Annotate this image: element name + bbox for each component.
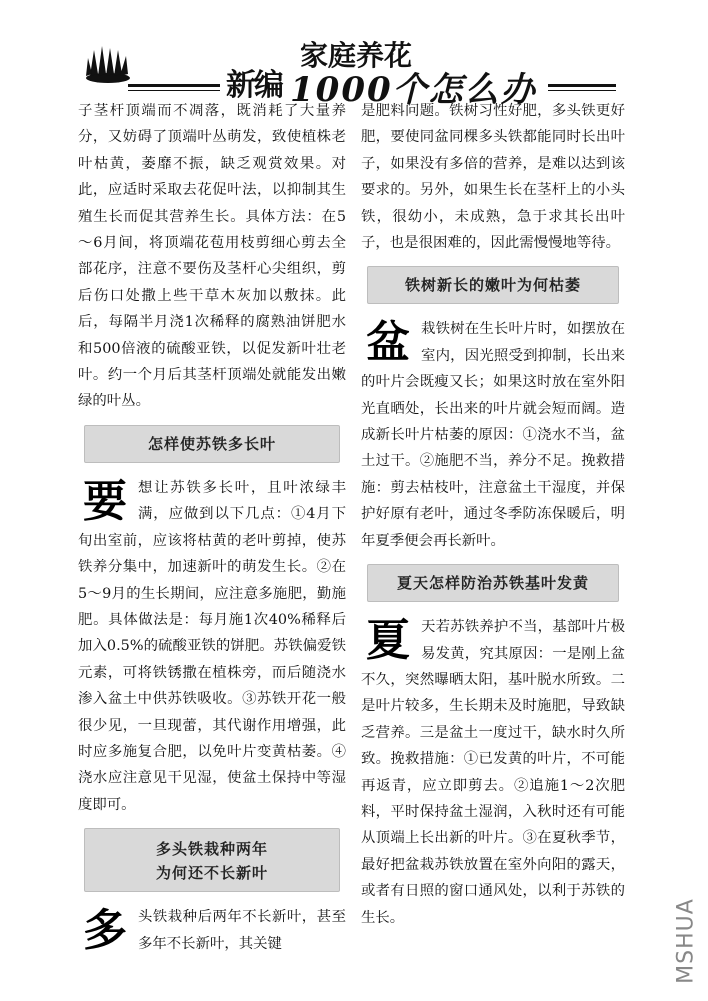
continued-paragraph-left: 子茎杆顶端而不凋落，既消耗了大量养分，又妨碍了顶端叶丛萌发，致使植株老叶枯黄，萎靡不振，缺乏观赏效果。对此，应适时采取去花促叶法，以抑制其生殖生长而促其营养生长。具体方法：在5～6月间，将顶端花苞用枝剪细心剪去全部花序，注意不要伤及茎杆心尖组织，剪后伤口处撒上些干草木灰加以敷抹。此后，每隔半月浇1次稀释的腐熟油饼肥水和500倍液的硫酸亚铁，以促发新叶壮老叶。约一个月后其茎杆顶端处就能发出嫩绿的叶丛。	[78, 103, 346, 410]
section-text: 栽铁树在生长叶片时，如摆放在室内，因光照受到抑制，长出来的叶片会既瘦又长；如果这时放在室外阳光直晒处，长出来的叶片就会短而阔。造成新长叶片枯萎的原因：①浇水不当，盆土过干。②施肥不当，养分不足。挽救措施：剪去枯枝叶，注意盆土干湿度，并保护好原有老叶，通过冬季防冻保暖后，明年夏季便会再长新叶。	[361, 321, 625, 549]
header-rule-right-thin	[548, 90, 616, 91]
right-column	[361, 98, 625, 931]
header-rule-left-thin	[128, 90, 220, 91]
section-text: 天若苏铁养护不当，基部叶片极易发黄，究其原因：一是刚上盆不久，突然曝晒太阳，基叶脱水所致。二是叶片较多，生长期未及时施肥，导致缺乏营养。三是盆土一度过干，缺水时久所致。挽救措施：①已发黄的叶片，不可能再返青，应立即剪去。②追施1～2次肥料，平时保持盆土湿润，入秋时还有可能从顶端上长出新的叶片。③在夏秋季节，最好把盆栽苏铁放置在室外向阳的露天，或者有日照的窗口通风处，以利于苏铁的生长。	[361, 619, 625, 926]
section-body-wilting	[361, 316, 625, 554]
section-text: 想让苏铁多长叶，且叶浓绿丰满，应做到以下几点：①4月下旬出室前，应该将枯黄的老叶剪掉，使苏铁养分集中，加速新叶的萌发生长。②在5～9月的生长期间，应注意多施肥，勤施肥。具体做法是：每月施1次40%稀释后加入0.5%的硫酸亚铁的饼肥。苏铁偏爱铁元素，可将铁锈撒在植株旁，而后随浇水渗入盆土中供苏铁吸收。③苏铁开花一般很少见，一旦现蕾，其代谢作用增强，此时应多施复合肥，以免叶片变黄枯萎。④浇水应注意见干见湿，使盆土保持中等湿度即可。	[78, 479, 346, 813]
watermark-text: MSHUA	[673, 898, 699, 984]
plant-logo-icon	[84, 44, 132, 84]
section-title-line: 多头铁栽种两年	[155, 840, 268, 859]
section-body-multi-head	[78, 904, 346, 957]
section-body-summer-yellowing	[361, 614, 625, 931]
section-title-more-leaves: 怎样使苏铁多长叶	[84, 425, 340, 463]
watermark	[664, 886, 708, 996]
drop-cap: 要	[83, 475, 127, 527]
drop-cap: 夏	[366, 615, 410, 667]
section-title-summer-yellowing: 夏天怎样防治苏铁基叶发黄	[367, 564, 619, 602]
drop-cap: 多	[83, 905, 127, 957]
section-body-more-leaves	[78, 475, 346, 818]
brand-label: 新编	[226, 68, 282, 103]
drop-cap: 盆	[366, 317, 410, 369]
section-title-line: 为何还不长新叶	[155, 864, 268, 883]
header-rule-left	[128, 84, 220, 87]
series-title: 家庭养花	[300, 39, 413, 72]
header-rule-right	[548, 84, 616, 87]
book-title: 1000个怎么办	[290, 70, 537, 110]
section-text: 头铁栽种后两年不长新叶，甚至多年不长新叶，其关键	[138, 909, 346, 952]
section-title-wilting: 铁树新长的嫩叶为何枯萎	[367, 266, 619, 304]
section-title-multi-head	[84, 828, 340, 892]
left-column	[78, 98, 346, 957]
continued-paragraph-right: 是肥料问题。铁树习性好肥，多头铁更好肥，要使同盆同棵多头铁都能同时长出叶子，如果没有多倍的营养，是难以达到该要求的。另外，如果生长在茎杆上的小头铁，很幼小，未成熟，急于求其长出叶子，也是很困难的，因此需慢慢地等待。	[361, 103, 625, 252]
page-header	[0, 0, 708, 110]
